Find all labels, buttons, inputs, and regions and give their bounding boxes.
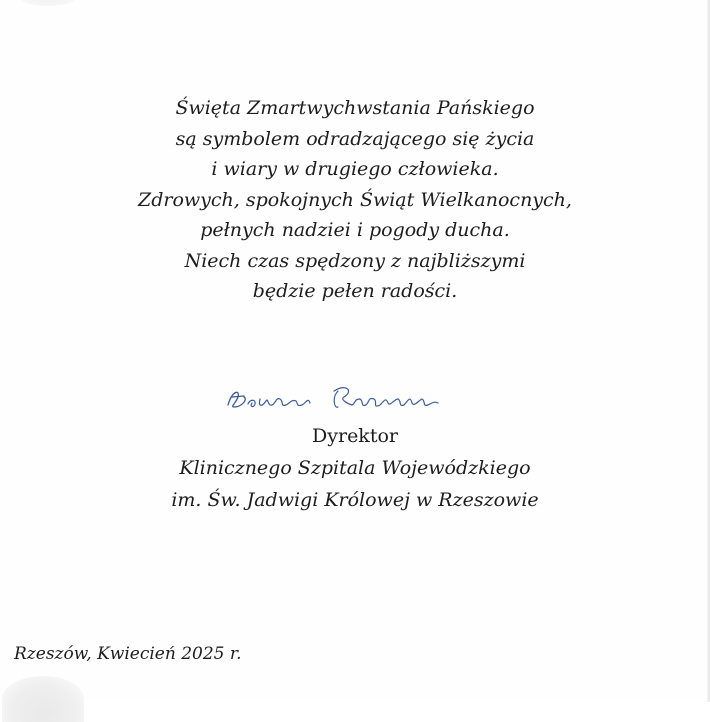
signature-image [222,377,452,417]
greeting-line: pełnych nadziei i pogody ducha. [200,219,510,241]
greeting-line: Niech czas spędzony z najbliższymi [184,249,526,272]
easter-greeting [60,93,650,307]
institution-line-2: im. Św. Jadwigi Królowej w Rzeszowie [171,489,539,511]
greeting-line: Zdrowych, spokojnych Świąt Wielkanocnych, [138,188,572,211]
greeting-line: są symbolem odradzającego się życia [175,127,535,150]
director-title: Dyrektor [312,425,398,447]
paper-emboss-top [18,0,78,6]
greeting-line: będzie pełen radości. [252,280,458,302]
handwritten-signature [222,377,452,417]
greeting-line: Święta Zmartwychwstania Pańskiego [175,97,535,119]
institution-line-1: Klinicznego Szpitala Wojewódzkiego [179,457,531,479]
greeting-line: i wiary w drugiego człowieka. [211,158,499,180]
place-and-date: Rzeszów, Kwiecień 2025 r. [14,644,242,664]
paper-emboss-bottom [2,676,84,722]
director-signature-block [60,420,650,516]
